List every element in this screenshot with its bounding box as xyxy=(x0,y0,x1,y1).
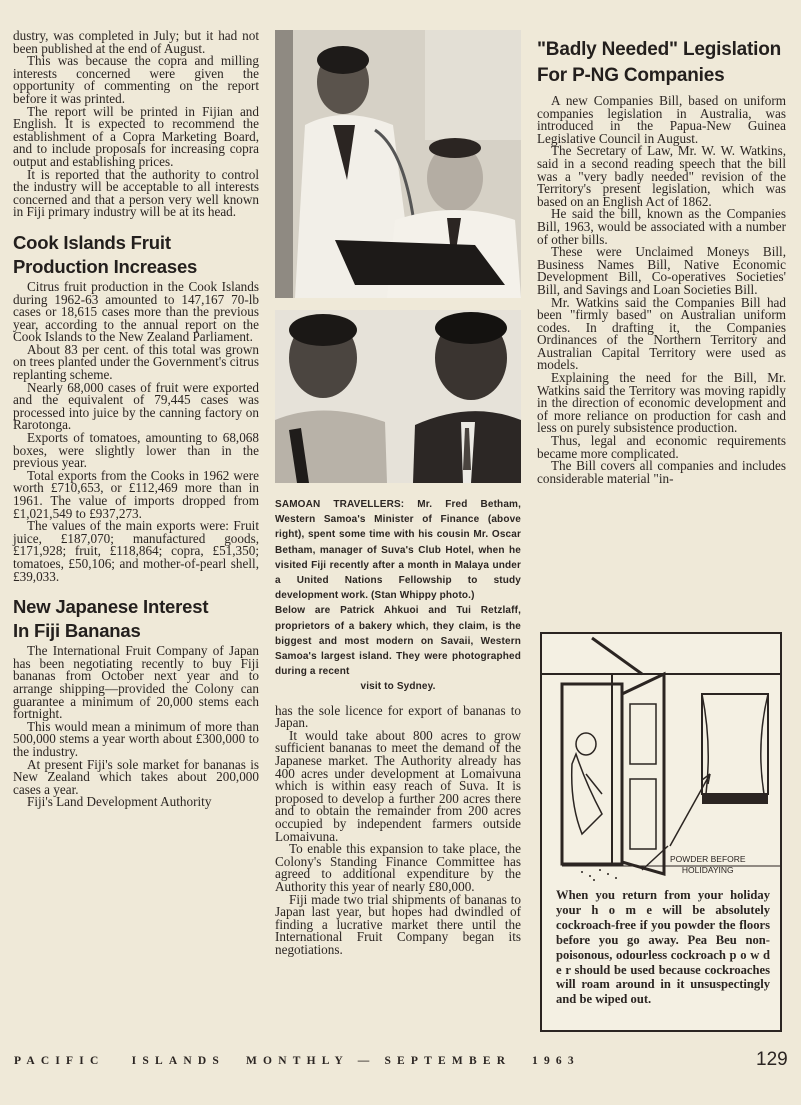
paragraph: The International Fruit Company of Japan has been negotiating recently to buy Fiji bananas from October next year and to arrange shipping—provided the Colony can guarantee a minimum of 20,000 stems each fortnight. xyxy=(13,643,259,722)
ad-copy: When you return from your holiday your h o m e will be absolutely cockroach-free if you powder the floors before you go away. Pea Beu non-poisonous, odourless cockroach p o w d e r should be used because cockroaches will roam around in it unsuspectingly and be wiped out. xyxy=(556,888,770,1007)
caption-samoan-travellers: SAMOAN TRAVELLERS: Mr. Fred Betham, Western Samoa's Minister of Finance (above right), spent some time with his cousin Mr. Oscar Betham, manager of Suva's Club Hotel, when he visited Fiji recently after a month in Malaya under a United Nations Fellowship to study development work. (Stan Whippy photo.) xyxy=(275,499,521,602)
cook-islands-article xyxy=(13,278,259,584)
footer-issue: MONTHLY — SEPTEMBER xyxy=(246,1055,512,1067)
column-right xyxy=(537,30,786,485)
paragraph: Fiji's Land Development Authority xyxy=(27,794,212,810)
column-middle xyxy=(275,30,521,957)
paragraph: It would take about 800 acres to grow sufficient bananas to meet the demand of the Japanese market. The Authority already has 400 acres under development at Lomaivuna which is within easy reach of Suva. It is proposed to develop a further 200 acres there and to obtain the remainder from 200 acres occupied by independent farmers outside Lomaivuna. xyxy=(275,727,521,844)
photo-betham-cousins xyxy=(275,30,521,298)
paragraph: At present Fiji's sole market for bananas is New Zealand which takes about 200,000 cases a year. xyxy=(13,756,259,797)
png-companies-article xyxy=(537,95,786,485)
paragraph: He said the bill, known as the Companies Bill, 1963, would be associated with a number of other bills. xyxy=(537,206,786,247)
paragraph: The values of the main exports were: Fruit juice, £187,070; manufactured goods, £171,928; fruit, £118,864; copra, £51,350; tomatoes, £50,106; and mother-of-pearl shell, £39,033. xyxy=(13,518,259,584)
page-number: 129 xyxy=(756,1049,788,1070)
paragraph: Thus, legal and economic requirements became more complicated. xyxy=(537,433,786,461)
paragraph: Explaining the need for the Bill, Mr. Watkins said the Territory was moving rapidly in the direction of economic development and of more reliance on production for cash and less on purely subsistence production. xyxy=(537,370,786,436)
photo-caption xyxy=(275,497,521,695)
paragraph: To enable this expansion to take place, the Colony's Standing Finance Committee has agreed to additional expenditure by the Authority this year of nearly £80,000. xyxy=(275,841,521,894)
paragraph: These were Unclaimed Moneys Bill, Business Names Bill, Native Economic Development Bill, Co-operatives Societies' Bill, and Savings and Loan Societies Bill. xyxy=(537,244,786,297)
paragraph: Total exports from the Cooks in 1962 were worth £710,653, or £112,469 more than in 1961. The value of imports dropped from £1,021,549 to £937,273. xyxy=(13,467,259,521)
caption-bakery: Below are Patrick Ahkuoi and Tui Retzlaff, proprietors of a bakery which, they claim, is the biggest and most modern on Savaii, Western Samoa's largest island. They were photographed during a recent xyxy=(275,605,521,678)
copra-article-continuation xyxy=(13,30,259,219)
paragraph: It is reported that the authority to control the industry will be acceptable to all interests concerned and that a person very well known in Fiji primary industry will be at its head. xyxy=(13,166,259,220)
footer-publication: PACIFIC ISLANDS xyxy=(14,1055,225,1067)
page-footer xyxy=(14,1049,788,1073)
paragraph: Mr. Watkins said the Companies Bill had been "firmly based" on Australian uniform codes. In drafting it, the Companies Ordinances of the Northern Territory and Australian Capital Territory were used as models. xyxy=(537,294,786,373)
paragraph: This was because the copra and milling interests concerned were given the opportunity of commenting on the report before it was printed. xyxy=(13,53,259,106)
paragraph: This would mean a minimum of more than 500,000 stems a year worth about £300,000 to the industry. xyxy=(13,718,259,759)
photo-bakery-proprietors xyxy=(275,310,521,483)
cockroach-powder-advertisement xyxy=(540,632,782,1032)
paragraph: Exports of tomatoes, amounting to 68,068 boxes, were slightly lower than in the previous year. xyxy=(13,430,259,471)
paragraph: Nearly 68,000 cases of fruit were exported and the equivalent of 79,445 cases was processed into juice by the canning factory on Rarotonga. xyxy=(13,379,259,433)
paragraph: The Bill covers all companies and includes considerable material "in- xyxy=(537,458,786,486)
paragraph: About 83 per cent. of this total was grown on trees planted under the Government's citrus replanting scheme. xyxy=(13,341,259,383)
caption-bakery-end: visit to Sydney. xyxy=(360,681,436,693)
paragraph: The Secretary of Law, Mr. W. W. Watkins, said in a second reading speech that the bill was a "very badly needed" revision of the Territory's present legislation, which was based on an English Act of 1862. xyxy=(537,143,786,209)
paragraph: Citrus fruit production in the Cook Islands during 1962-63 amounted to 147,167 70-lb cases or 18,615 cases more than the previous year, according to the annual report on the Cook Islands to the New Zealand Parliament. xyxy=(13,278,259,345)
fiji-bananas-headline: New Japanese Interest In Fiji Bananas xyxy=(13,596,209,642)
paragraph: A new Companies Bill, based on uniform companies legislation in Australia, was introduced in the Papua-New Guinea Legislative Council in August. xyxy=(537,93,786,146)
powder-label: POWDER BEFORE HOLIDAYING xyxy=(670,854,746,875)
paragraph: The report will be printed in Fijian and English. It is expected to recommend the establishment of a Copra Marketing Board, and to include proposals for increasing copra output and establishing prices. xyxy=(13,103,259,169)
paragraph: dustry, was completed in July; but it had not been published at the end of August. xyxy=(13,28,259,56)
column-left xyxy=(13,30,259,809)
cook-islands-headline: Cook Islands Fruit Production Increases xyxy=(13,231,198,277)
doorway-illustration xyxy=(542,634,780,884)
paragraph: has the sole licence for export of bananas to Japan. xyxy=(275,702,521,731)
footer-year: 1963 xyxy=(532,1055,580,1067)
paragraph: Fiji made two trial shipments of bananas to Japan last year, but hopes had dwindled of finding a lucrative market there until the International Fruit Company began its negotiations. xyxy=(275,891,521,957)
png-companies-headline: "Badly Needed" Legislation For P-NG Companies xyxy=(537,39,782,86)
fiji-bananas-continuation xyxy=(275,702,521,957)
fiji-bananas-article xyxy=(13,645,259,809)
